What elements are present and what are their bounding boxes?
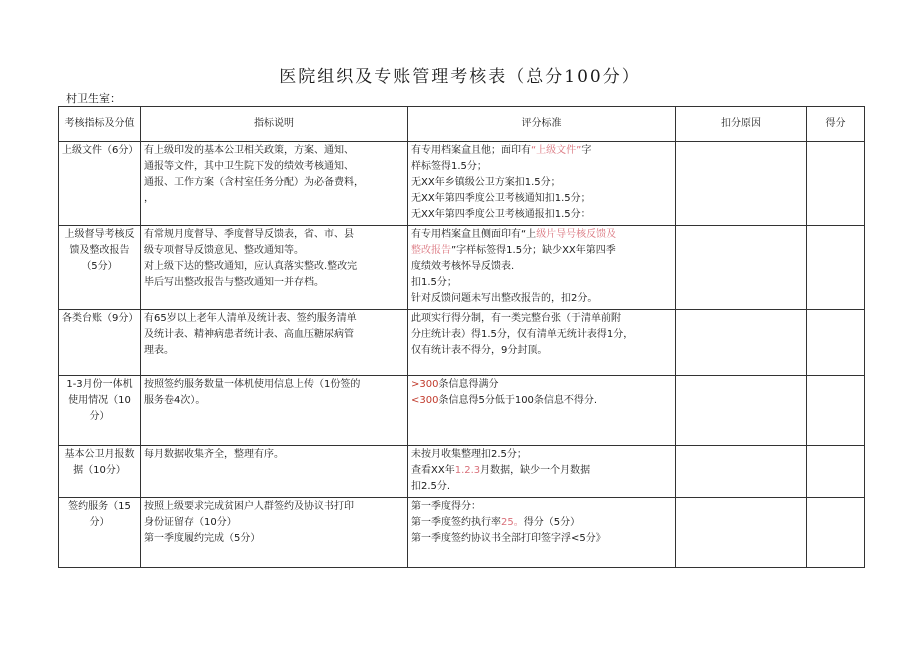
assessment-table — [58, 106, 865, 568]
table-row — [59, 446, 865, 498]
criteria-text: 条信息得满分 — [438, 379, 499, 390]
cell-score[interactable] — [807, 446, 865, 498]
highlight-text: 1.2.3 — [454, 465, 481, 476]
description-line: 服务卷4次）。 — [144, 395, 206, 406]
table-row — [59, 376, 865, 446]
highlight-text: “上级文件” — [531, 145, 582, 156]
description-line: 通报等文件，其中卫生院下发的绩效考核通知、 — [144, 161, 354, 172]
cell-item: 基本公卫月报数据（10分） — [59, 446, 141, 498]
criteria-text: ”字样标签得1.5分；缺少XX年第四季 — [451, 245, 616, 256]
criteria-text: 第一季度得分： — [411, 501, 481, 512]
header-description: 指标说明 — [141, 107, 408, 142]
header-row — [59, 107, 865, 142]
header-score: 得分 — [807, 107, 865, 142]
cell-score[interactable] — [807, 142, 865, 226]
cell-description — [141, 226, 408, 310]
criteria-text: 针对反馈问题未写出整改报告的，扣2分。 — [411, 293, 598, 304]
cell-criteria — [408, 226, 676, 310]
description-line: 按照上级要求完成贫困户人群签约及协议书打印 — [144, 501, 354, 512]
criteria-line — [411, 227, 672, 243]
cell-deduction-reason[interactable] — [676, 376, 807, 446]
criteria-text: 此项实行得分制，有一类完整台张（于清单前附 — [411, 313, 621, 324]
description-line: 按照签约服务数量一体机使用信息上传（1份签的 — [144, 379, 361, 390]
header-criteria: 评分标准 — [408, 107, 676, 142]
cell-score[interactable] — [807, 310, 865, 376]
criteria-line — [411, 207, 672, 223]
criteria-line — [411, 531, 672, 547]
criteria-line — [411, 447, 672, 463]
cell-deduction-reason[interactable] — [676, 446, 807, 498]
cell-description — [141, 446, 408, 498]
criteria-line — [411, 327, 672, 343]
description-line: 有常规月度督导、季度督导反馈表，省、市、县 — [144, 229, 354, 240]
cell-score[interactable] — [807, 376, 865, 446]
criteria-text: 未按月收集整理扣2.5分； — [411, 449, 527, 460]
header-deduction-reason: 扣分原因 — [676, 107, 807, 142]
cell-score[interactable] — [807, 226, 865, 310]
criteria-line — [411, 291, 672, 307]
criteria-text: 扣2.5分. — [411, 481, 451, 492]
description-line: 毕后写出整改报告与整改通知一并存档。 — [144, 277, 324, 288]
cell-criteria — [408, 446, 676, 498]
criteria-text: 条信息得5分低于100条信息不得分. — [438, 395, 598, 406]
table-row — [59, 226, 865, 310]
cell-item: 签约服务（15分） — [59, 498, 141, 568]
criteria-text: 有专用档案盒且侧面印有“上 — [411, 229, 537, 240]
cell-item: 上级文件（6分） — [59, 142, 141, 226]
cell-deduction-reason[interactable] — [676, 498, 807, 568]
page-title: 医院组织及专账管理考核表（总分100分） — [279, 67, 641, 87]
criteria-text: 无XX年第四季度公卫考核通知扣1.5分； — [411, 193, 591, 204]
criteria-line — [411, 259, 672, 275]
cell-item: 1-3月份一体机使用情况（10分） — [59, 376, 141, 446]
criteria-text: 扣1.5分； — [411, 277, 457, 288]
description-line: 及统计表、精神病患者统计表、高血压糖尿病管 — [144, 329, 354, 340]
cell-deduction-reason[interactable] — [676, 310, 807, 376]
criteria-line — [411, 143, 672, 159]
criteria-line — [411, 479, 672, 495]
criteria-text: 第一季度签约执行率 — [411, 517, 501, 528]
description-line: ， — [144, 193, 154, 204]
description-line: 有65岁以上老年人清单及统计表、签约服务清单 — [144, 313, 357, 324]
criteria-line — [411, 343, 672, 359]
description-line: 身份证留存（10分） — [144, 517, 237, 528]
description-line: 通报、工作方案（含村室任务分配）为必备费料， — [144, 177, 364, 188]
criteria-text: 月数据，缺少一个月数据 — [480, 465, 591, 476]
criteria-text: 无XX年乡镇级公卫方案扣1.5分； — [411, 177, 561, 188]
description-line: 对上级下达的整改通知，应认真落实整改.整改完 — [144, 261, 358, 272]
criteria-line — [411, 311, 672, 327]
highlight-text: 级片导号核反馈及 — [536, 229, 617, 240]
cell-criteria — [408, 376, 676, 446]
criteria-text: 查看XX年 — [411, 465, 455, 476]
cell-deduction-reason[interactable] — [676, 142, 807, 226]
criteria-line — [411, 243, 672, 259]
cell-criteria — [408, 310, 676, 376]
table-body — [59, 142, 865, 568]
criteria-line — [411, 463, 672, 479]
table-row — [59, 142, 865, 226]
cell-description — [141, 310, 408, 376]
criteria-line — [411, 159, 672, 175]
criteria-line — [411, 275, 672, 291]
criteria-line — [411, 175, 672, 191]
highlight-text: >300 — [411, 379, 439, 390]
description-line: 理表。 — [144, 345, 174, 356]
criteria-line — [411, 377, 672, 393]
criteria-text: 仅有统计表不得分，9分封顶。 — [411, 345, 548, 356]
cell-criteria — [408, 142, 676, 226]
criteria-line — [411, 191, 672, 207]
cell-item: 上级督导考核反馈及整改报告（5分） — [59, 226, 141, 310]
description-line: 每月数据收集齐全，整理有序。 — [144, 449, 284, 460]
description-line: 有上级印发的基本公卫相关政策，方案、通知、 — [144, 145, 354, 156]
criteria-text: 无XX年第四季度公卫考核通报扣1.5分： — [411, 209, 591, 220]
criteria-text: 样标签得1.5分； — [411, 161, 487, 172]
criteria-text: 度绩效考核怀导反馈表. — [411, 261, 515, 272]
cell-criteria — [408, 498, 676, 568]
criteria-line — [411, 499, 672, 515]
cell-score[interactable] — [807, 498, 865, 568]
criteria-text: 分庄统计表）得1.5分，仅有清单无统计表得1分， — [411, 329, 634, 340]
criteria-text: 第一季度签约协议书全部打印签字浮<5分》 — [411, 533, 606, 544]
cell-description — [141, 142, 408, 226]
table-row — [59, 498, 865, 568]
header-item: 考核指标及分值 — [59, 107, 141, 142]
cell-description — [141, 498, 408, 568]
highlight-text: <300 — [411, 395, 439, 406]
description-line: 级专项督导反馈意见、整改通知等。 — [144, 245, 304, 256]
table-row — [59, 310, 865, 376]
highlight-text: 25。 — [501, 517, 524, 528]
description-line: 第一季度履约完成（5分） — [144, 533, 261, 544]
cell-deduction-reason[interactable] — [676, 226, 807, 310]
cell-description — [141, 376, 408, 446]
criteria-text: 有专用档案盒且他；面印有 — [411, 145, 531, 156]
highlight-text: 整改报告 — [411, 245, 451, 256]
criteria-text: 得分（5分） — [523, 517, 581, 528]
criteria-line — [411, 393, 672, 409]
cell-item: 各类台账（9分） — [59, 310, 141, 376]
village-clinic-label: 村卫生室： — [66, 92, 121, 105]
criteria-text: 字 — [581, 145, 592, 156]
criteria-line — [411, 515, 672, 531]
